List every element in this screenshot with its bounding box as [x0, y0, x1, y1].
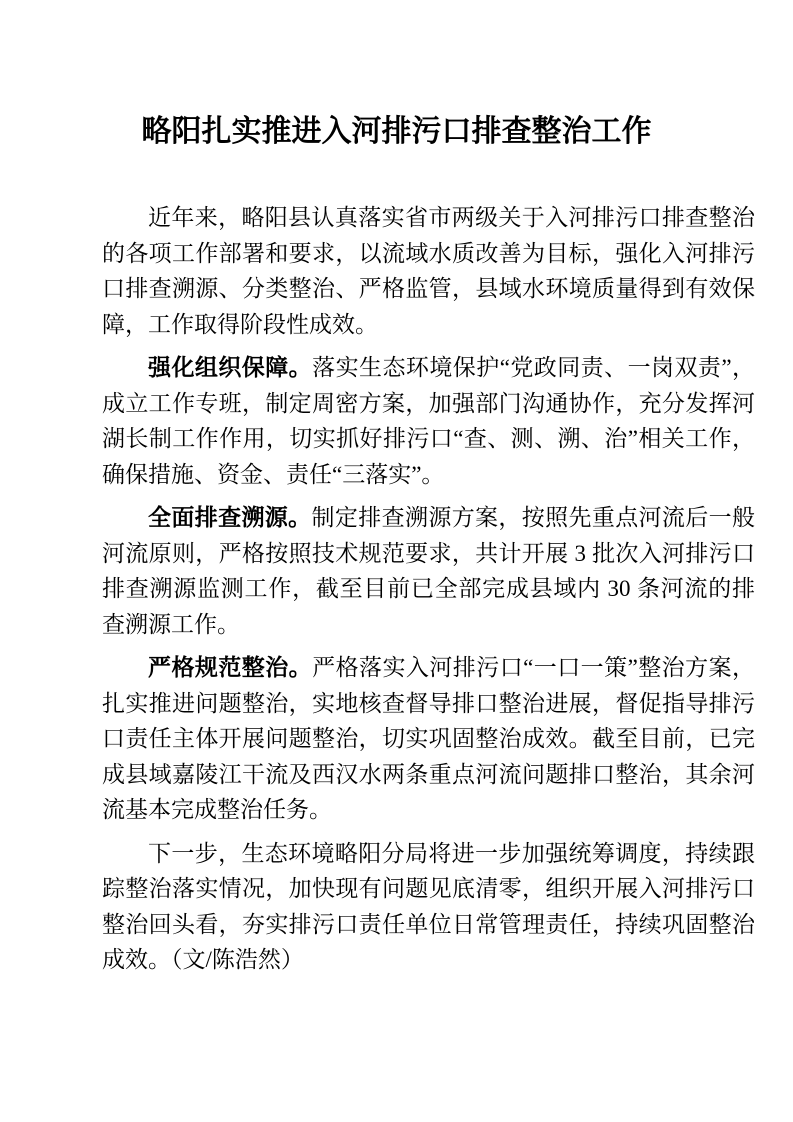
document-body — [102, 200, 755, 978]
paragraph — [102, 350, 755, 492]
paragraph — [102, 200, 755, 342]
paragraph-text: 制定排查溯源方案，按照先重点河流后一般河流原则，严格按照技术规范要求，共计开展 3 批次入河排污口排查溯源监测工作，截至目前已全部完成县域内 30 条河流的排查溯源工作。 — [102, 505, 756, 637]
paragraph — [102, 500, 755, 642]
paragraph-lead: 严格规范整治。 — [148, 655, 313, 680]
paragraph — [102, 650, 755, 828]
paragraph-text: 下一步，生态环境略阳分局将进一步加强统筹调度，持续跟踪整治落实情况，加快现有问题见底清零，组织开展入河排污口整治回头看，夯实排污口责任单位日常管理责任，持续巩固整治成效。（文/陈浩然） — [102, 840, 755, 972]
paragraph — [102, 836, 755, 978]
paragraph-text: 落实生态环境保护“党政同责、一岗双责”，成立工作专班，制定周密方案，加强部门沟通协作，充分发挥河湖长制工作作用，切实抓好排污口“查、测、溯、治”相关工作，确保措施、资金、责任“三落实”。 — [102, 355, 756, 487]
paragraph-lead: 全面排查溯源。 — [148, 505, 312, 530]
paragraph-lead: 强化组织保障。 — [148, 355, 313, 380]
paragraph-text: 严格落实入河排污口“一口一策”整治方案，扎实推进问题整治，实地核查督导排口整治进展，督促指导排污口责任主体开展问题整治，切实巩固整治成效。截至目前，已完成县域嘉陵江干流及西汉水两条重点河流问题排口整治，其余河流基本完成整治任务。 — [102, 655, 756, 822]
document-title: 略阳扎实推进入河排污口排查整治工作 — [141, 115, 652, 148]
paragraph-text: 近年来，略阳县认真落实省市两级关于入河排污口排查整治的各项工作部署和要求，以流域水质改善为目标，强化入河排污口排查溯源、分类整治、严格监管，县域水环境质量得到有效保障，工作取得阶段性成效。 — [102, 205, 755, 337]
